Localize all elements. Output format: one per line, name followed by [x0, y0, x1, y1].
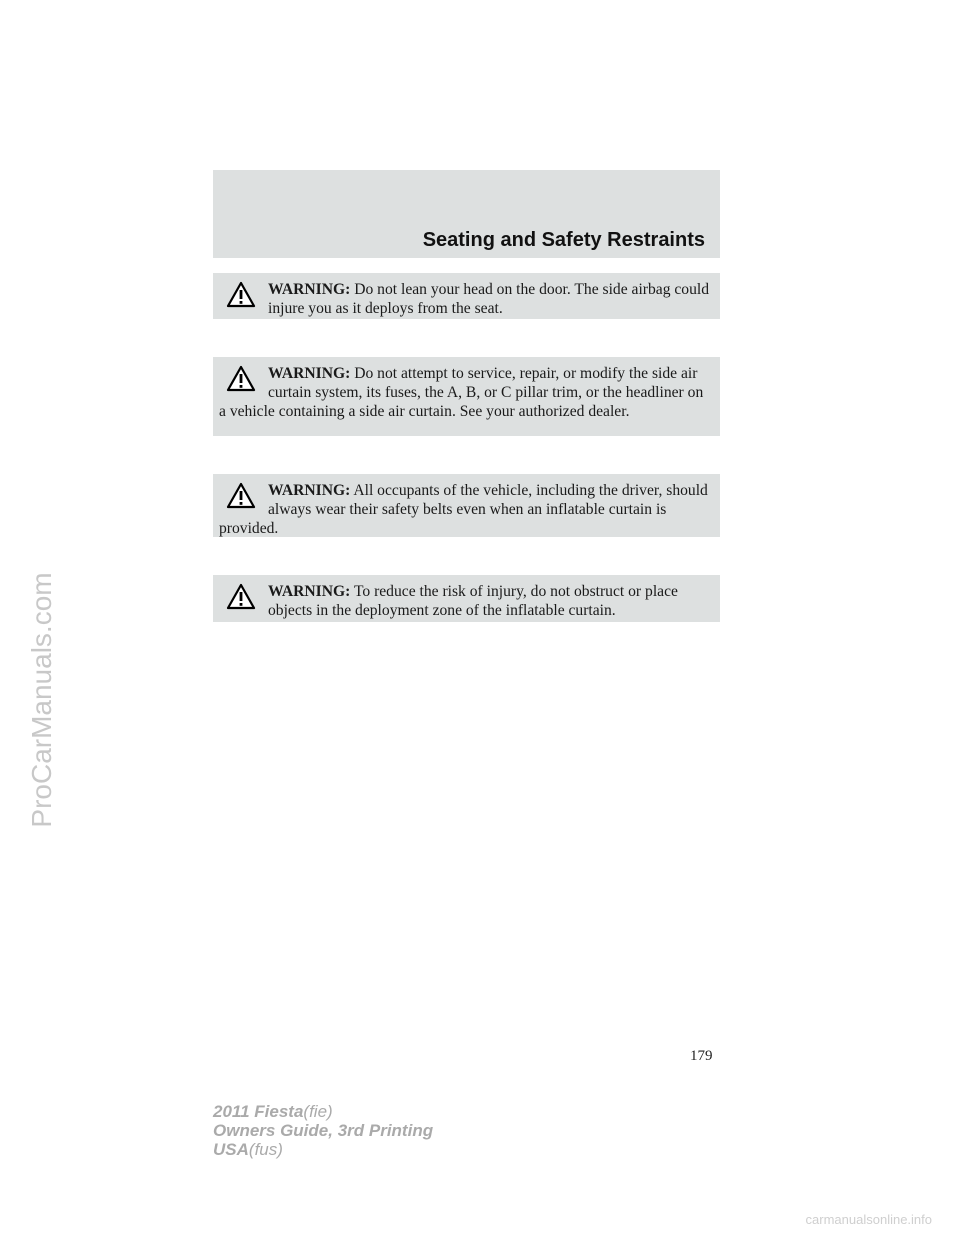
footer-guide: Owners Guide, 3rd Printing	[213, 1121, 434, 1140]
warning-text: Do not attempt to service, repair, or modify the side air curtain system, its fuses, the A, B, or C pillar trim, or the headliner on a vehicle containing a side air curtain. See your authorized dealer.	[219, 365, 704, 420]
warning-box-1	[213, 273, 720, 319]
warning-triangle-icon	[226, 482, 256, 509]
warning-box-3	[213, 474, 720, 537]
footer-market: USA	[213, 1140, 249, 1159]
footer-model-code: (fie)	[303, 1102, 333, 1121]
warning-box-2	[213, 357, 720, 436]
page-number: 179	[690, 1048, 713, 1064]
warning-label: WARNING:	[268, 281, 351, 298]
warning-triangle-icon	[226, 583, 256, 610]
footer-link[interactable]: carmanualsonline.info	[805, 1212, 932, 1227]
warning-text: All occupants of the vehicle, including the driver, should always wear their safety belts even when an inflatable curtain is provided.	[219, 482, 708, 537]
warning-text: To reduce the risk of injury, do not obstruct or place objects in the deployment zone of the inflatable curtain.	[268, 583, 678, 619]
footer-info	[213, 1102, 433, 1159]
section-title: Seating and Safety Restraints	[422, 229, 705, 251]
footer-line-market	[213, 1140, 433, 1159]
warning-text: Do not lean your head on the door. The side airbag could injure you as it deploys from the seat.	[268, 281, 710, 317]
warning-label: WARNING:	[268, 365, 351, 382]
section-header	[213, 170, 720, 258]
warning-box-4	[213, 575, 720, 622]
warning-label: WARNING:	[268, 583, 351, 600]
footer-model: 2011 Fiesta	[213, 1102, 304, 1121]
warning-triangle-icon	[226, 281, 256, 308]
footer-market-code: (fus)	[248, 1140, 283, 1159]
warning-triangle-icon	[226, 365, 256, 392]
footer-line-model	[213, 1102, 433, 1121]
warning-label: WARNING:	[268, 482, 351, 499]
watermark: ProCarManuals.com	[26, 572, 57, 828]
